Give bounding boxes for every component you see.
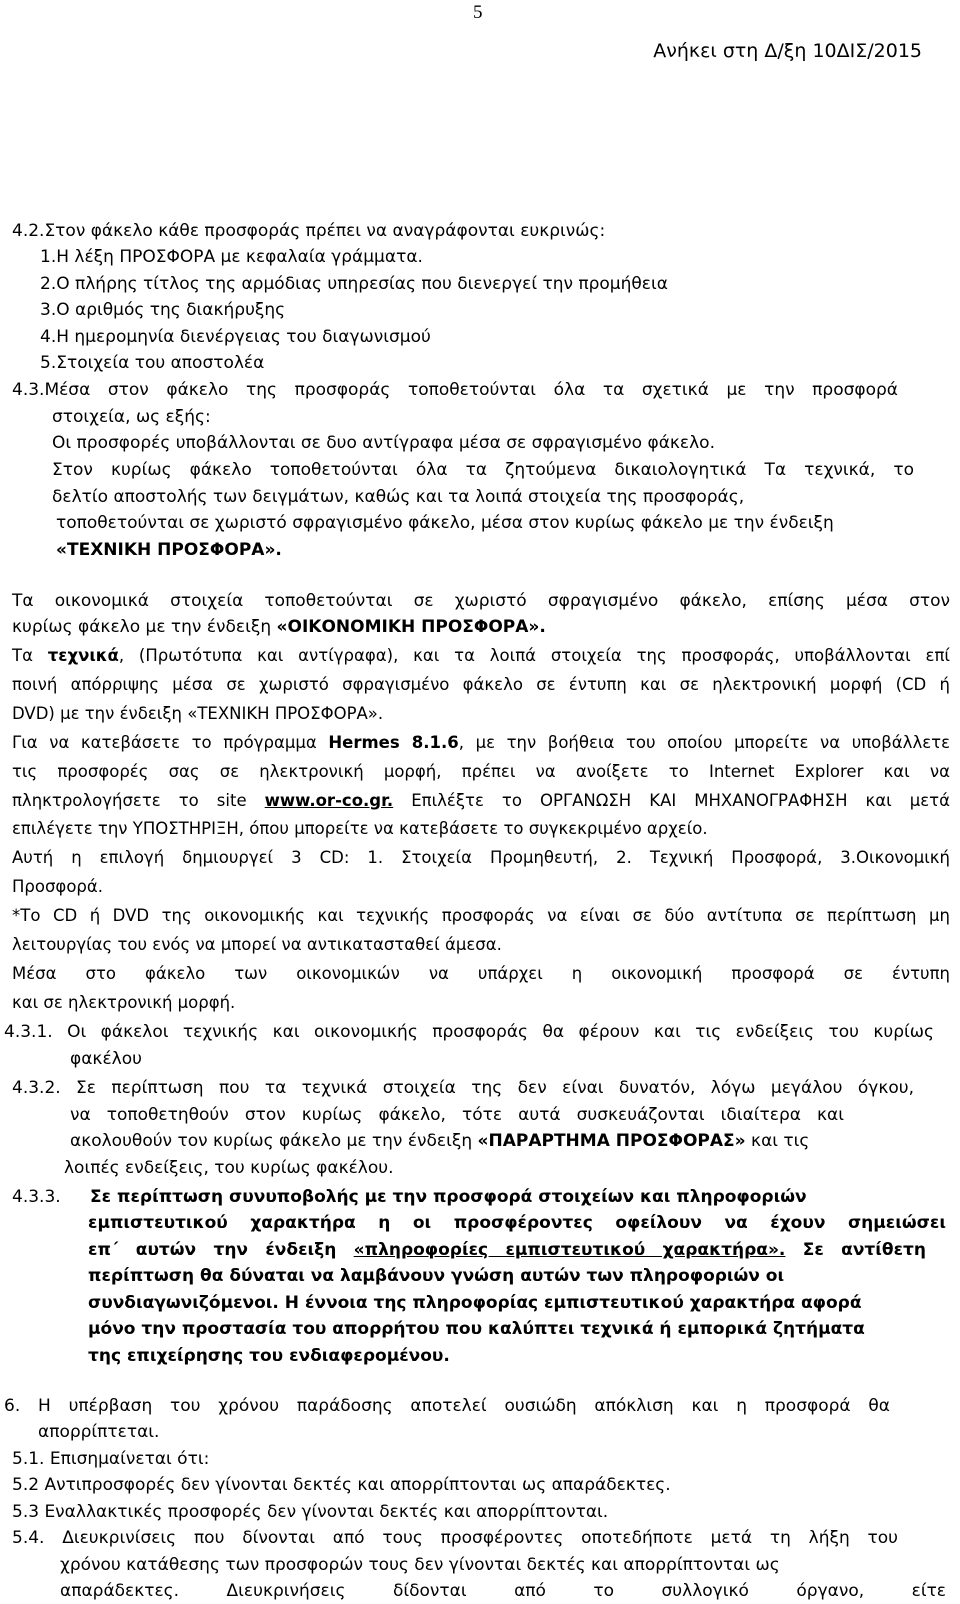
section-6-line: Η υπέρβαση του χρόνου παράδοσης αποτελεί ουσιώδη απόκλιση και η προσφορά θα (38, 1396, 890, 1416)
section-4-3-line: τοποθετούνται σε χωριστό σφραγισμένο φάκελο, μέσα στον κυρίως φάκελο με την ένδειξη (56, 513, 834, 533)
section-4-3-3-number: 4.3.3. (12, 1187, 61, 1207)
technical-paragraph-line: DVD) με την ένδειξη «ΤΕΧΝΙΚΗ ΠΡΟΣΦΟΡΑ». (12, 704, 384, 723)
hermes-paragraph-line: *Το CD ή DVD της οικονομικής και τεχνικής προσφοράς να είναι σε δύο αντίτυπα σε περίπτωση μη (12, 906, 950, 925)
section-5-2: 5.2 Αντιπροσφορές δεν γίνονται δεκτές και απορρίπτονται ως απαράδεκτες. (12, 1475, 671, 1495)
hermes-paragraph-line: Αυτή η επιλογή δημιουργεί 3 CD: 1. Στοιχεία Προμηθευτή, 2. Τεχνική Προσφορά, 3.Οικονομική (12, 848, 950, 867)
hermes-paragraph-line: Για να κατεβάσετε το πρόγραμμα Hermes 8.1.6, με την βοήθεια του οποίου μπορείτε να υποβάλλετε (12, 733, 950, 752)
document-reference-header: Ανήκει στη Δ/ξη 10ΔΙΣ/2015 (653, 40, 922, 62)
technical-paragraph-line: Τα τεχνικά, (Πρωτότυπα και αντίγραφα), και τα λοιπά στοιχεία της προσφοράς, υποβάλλονται επί (12, 646, 950, 665)
technical-paragraph-line: ποινή απόρριψης μέσα σε χωριστό σφραγισμένο φάκελο σε έντυπη και σε ηλεκτρονική μορφή (CD ή (12, 675, 950, 694)
economic-paragraph-line: κυρίως φάκελο με την ένδειξη «ΟΙΚΟΝΟΜΙΚΗ ΠΡΟΣΦΟΡΑ». (12, 617, 546, 637)
list-item: 3.Ο αριθμός της διακήρυξης (40, 300, 286, 320)
section-5-4-line: απαράδεκτες. Διευκρινήσεις δίδονται από το συλλογικό όργανο, είτε (60, 1581, 946, 1601)
section-4-3-line: Οι προσφορές υποβάλλονται σε δυο αντίγραφα μέσα σε σφραγισμένο φάκελο. (52, 433, 715, 453)
section-4-3-1-line: φακέλου (70, 1049, 142, 1069)
economic-offer-label: «ΟΙΚΟΝΟΜΙΚΗ ΠΡΟΣΦΟΡΑ». (276, 617, 546, 637)
section-5-1: 5.1. Επισημαίνεται ότι: (12, 1449, 210, 1469)
list-item: 1.Η λέξη ΠΡΟΣΦΟΡΑ με κεφαλαία γράμματα. (40, 247, 423, 267)
hermes-paragraph-line: Προσφορά. (12, 877, 104, 896)
section-4-3-line: δελτίο αποστολής των δειγμάτων, καθώς και τα λοιπά στοιχεία της προσφοράς, (52, 487, 745, 507)
list-item: 2.Ο πλήρης τίτλος της αρμόδιας υπηρεσίας που διενεργεί την προμήθεια (40, 274, 668, 294)
section-4-3-line: 4.3.Μέσα στον φάκελο της προσφοράς τοποθετούνται όλα τα σχετικά με την προσφορά (12, 380, 898, 400)
hermes-paragraph-line: και σε ηλεκτρονική μορφή. (12, 993, 236, 1012)
section-4-3-3-line: εμπιστευτικού χαρακτήρα η οι προσφέροντες οφείλουν να έχουν σημειώσει (88, 1213, 946, 1233)
section-5-4-line: 5.4. Διευκρινίσεις που δίνονται από τους προσφέροντες οποτεδήποτε μετά τη λήξη του (12, 1528, 898, 1548)
list-item: 4.Η ημερομηνία διενέργειας του διαγωνισμού (40, 327, 431, 347)
technical-offer-label: «ΤΕΧΝΙΚΗ ΠΡΟΣΦΟΡΑ». (56, 540, 282, 560)
section-6-line: απορρίπτεται. (38, 1422, 160, 1442)
section-4-3-3-line: επ΄ αυτών την ένδειξη «πληροφορίες εμπιστευτικού χαρακτήρα». Σε αντίθετη (88, 1240, 926, 1260)
section-4-3-3-line: συνδιαγωνιζόμενοι. Η έννοια της πληροφορίας εμπιστευτικού χαρακτήρα αφορά (88, 1293, 862, 1313)
section-4-3-3-line: περίπτωση θα δύναται να λαμβάνουν γνώση αυτών των πληροφοριών οι (88, 1266, 785, 1286)
section-4-3-2-line: λοιπές ενδείξεις, του κυρίως φακέλου. (64, 1158, 394, 1178)
section-4-3-3-line: της επιχείρησης του ενδιαφερομένου. (88, 1346, 450, 1366)
hermes-paragraph-line: Μέσα στο φάκελο των οικονομικών να υπάρχει η οικονομική προσφορά σε έντυπη (12, 964, 950, 983)
section-6-number: 6. (4, 1396, 21, 1416)
section-4-3-3-line: μόνο την προστασία του απορρήτου που καλύπτει τεχνικά ή εμπορικά ζητήματα (88, 1319, 865, 1339)
section-5-4-line: χρόνου κατάθεσης των προσφορών τους δεν γίνονται δεκτές και απορρίπτονται ως (60, 1555, 780, 1575)
section-4-3-2-line: ακολουθούν τον κυρίως φάκελο με την ένδειξη «ΠΑΡΑΡΤΗΜΑ ΠΡΟΣΦΟΡΑΣ» και τις (70, 1131, 810, 1151)
section-4-3-2-line: να τοποθετηθούν στον κυρίως φάκελο, τότε αυτά συσκευάζονται ιδιαίτερα και (70, 1105, 844, 1125)
hermes-paragraph-line: πληκτρολογήσετε το site www.or-co.gr. Επιλέξτε το ΟΡΓΑΝΩΣΗ ΚΑΙ ΜΗΧΑΝΟΓΡΑΦΗΣΗ και μετά (12, 791, 950, 810)
economic-paragraph-line: Τα οικονομικά στοιχεία τοποθετούνται σε χωριστό σφραγισμένο φάκελο, επίσης μέσα στον (12, 591, 950, 611)
section-4-3-1-line: 4.3.1. Οι φάκελοι τεχνικής και οικονομικής προσφοράς θα φέρουν και τις ενδείξεις του κυρίως (4, 1022, 934, 1042)
website-link[interactable]: www.or-co.gr. (264, 791, 394, 810)
section-4-2-title: 4.2.Στον φάκελο κάθε προσφοράς πρέπει να αναγράφονται ευκρινώς: (12, 221, 606, 241)
section-4-3-3-line: Σε περίπτωση συνυποβολής με την προσφορά στοιχείων και πληροφοριών (90, 1187, 807, 1207)
section-5-3: 5.3 Εναλλακτικές προσφορές δεν γίνονται δεκτές και απορρίπτονται. (12, 1502, 609, 1522)
section-4-3-line: στοιχεία, ως εξής: (52, 407, 211, 427)
hermes-paragraph-line: επιλέγετε την ΥΠΟΣΤΗΡΙΞΗ, όπου μπορείτε να κατεβάσετε το συγκεκριμένο αρχείο. (12, 819, 708, 838)
hermes-paragraph-line: λειτουργίας του ενός να μπορεί να αντικατασταθεί άμεσα. (12, 935, 502, 954)
appendix-label: «ΠΑΡΑΡΤΗΜΑ ΠΡΟΣΦΟΡΑΣ» (477, 1131, 746, 1151)
page-number: 5 (473, 2, 483, 23)
hermes-paragraph-line: τις προσφορές σας σε ηλεκτρονική μορφή, πρέπει να ανοίξετε το Internet Explorer και να (12, 762, 950, 781)
section-4-3-line: Στον κυρίως φάκελο τοποθετούνται όλα τα ζητούμενα δικαιολογητικά Τα τεχνικά, το (52, 460, 914, 480)
list-item: 5.Στοιχεία του αποστολέα (40, 353, 265, 373)
section-4-3-2-line: 4.3.2. Σε περίπτωση που τα τεχνικά στοιχεία της δεν είναι δυνατόν, λόγω μεγάλου όγκου, (12, 1078, 914, 1098)
